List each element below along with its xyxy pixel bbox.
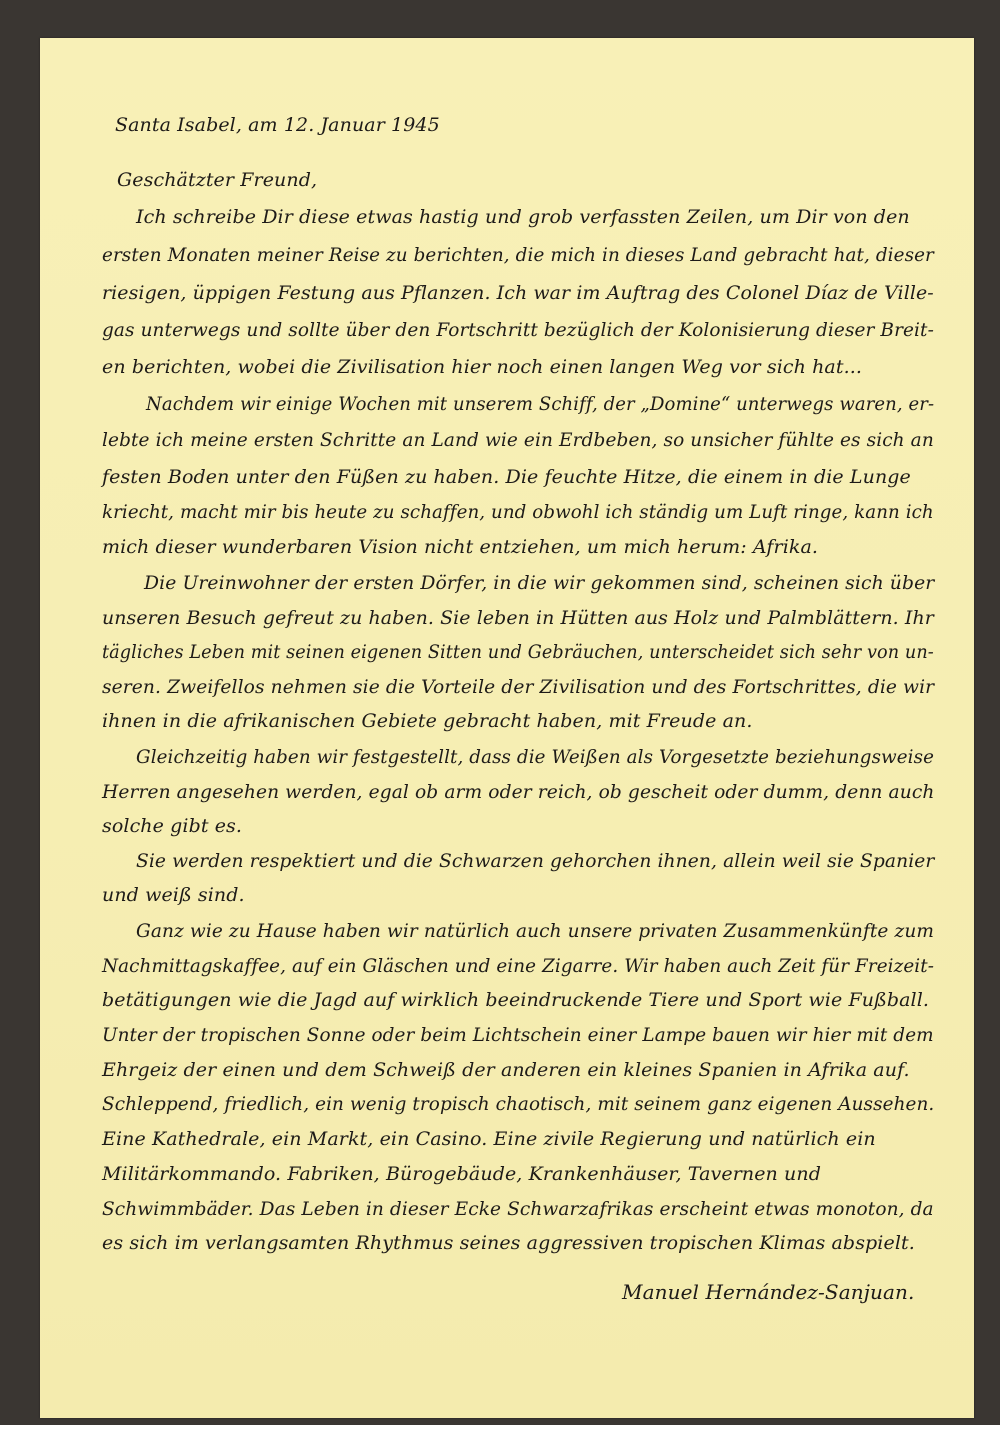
letter-line: kriecht, macht mir bis heute zu schaffen, und obwohl ich ständig um Luft ringe, kann ich bbox=[102, 501, 934, 523]
letter-line: Sie werden respektiert und die Schwarzen gehorchen ihnen, allein weil sie Spanier bbox=[136, 850, 935, 872]
letter-signature: Manuel Hernández-Sanjuan. bbox=[622, 1280, 915, 1304]
letter-line: gas unterwegs und sollte über den Fortschritt bezüglich der Kolonisierung dieser Breit- bbox=[102, 319, 934, 341]
letter-line: tägliches Leben mit seinen eigenen Sitten und Gebräuchen, unterscheidet sich sehr von un- bbox=[102, 641, 934, 663]
letter-line: mich dieser wunderbaren Vision nicht entziehen, um mich herum: Afrika. bbox=[102, 536, 819, 558]
letter-line: seren. Zweifellos nehmen sie die Vorteile der Zivilisation und des Fortschrittes, die wir bbox=[102, 676, 935, 698]
letter-line: Ehrgeiz der einen und dem Schweiß der anderen ein kleines Spanien in Afrika auf. bbox=[102, 1059, 910, 1081]
letter-line: unseren Besuch gefreut zu haben. Sie leben in Hütten aus Holz und Palmblättern. Ihr bbox=[102, 607, 934, 629]
letter-line: Militärkommando. Fabriken, Bürogebäude, Krankenhäuser, Tavernen und bbox=[102, 1163, 821, 1185]
letter-line: ersten Monaten meiner Reise zu berichten, die mich in dieses Land gebracht hat, dieser bbox=[102, 244, 934, 266]
letter-line: betätigungen wie die Jagd auf wirklich beeindruckende Tiere und Sport wie Fußball. bbox=[102, 989, 930, 1011]
letter-line: und weiß sind. bbox=[102, 884, 245, 906]
letter-line: en berichten, wobei die Zivilisation hier noch einen langen Weg vor sich hat... bbox=[102, 356, 863, 378]
letter-line: Unter der tropischen Sonne oder beim Lichtschein einer Lampe bauen wir hier mit dem bbox=[102, 1024, 934, 1046]
letter-paper bbox=[40, 38, 974, 1418]
letter-line: Schwimmbäder. Das Leben in dieser Ecke Schwarzafrikas erscheint etwas monoton, da bbox=[102, 1198, 934, 1220]
letter-line: Schleppend, friedlich, ein wenig tropisch chaotisch, mit seinem ganz eigenen Aussehen. bbox=[102, 1093, 935, 1115]
letter-line: ihnen in die afrikanischen Gebiete gebracht haben, mit Freude an. bbox=[102, 710, 753, 732]
letter-line: es sich im verlangsamten Rhythmus seines aggressiven tropischen Klimas abspielt. bbox=[102, 1232, 915, 1254]
letter-place-date: Santa Isabel, am 12. Januar 1945 bbox=[115, 114, 440, 136]
letter-line: riesigen, üppigen Festung aus Pflanzen. Ich war im Auftrag des Colonel Díaz de Ville- bbox=[102, 282, 934, 304]
letter-line: lebte ich meine ersten Schritte an Land wie ein Erdbeben, so unsicher fühlte es sich an bbox=[102, 429, 934, 451]
letter-salutation: Geschätzter Freund, bbox=[117, 169, 318, 191]
letter-line: Eine Kathedrale, ein Markt, ein Casino. Eine zivile Regierung und natürlich ein bbox=[102, 1128, 876, 1150]
letter-line: Ich schreibe Dir diese etwas hastig und grob verfassten Zeilen, um Dir von den bbox=[136, 206, 910, 228]
letter-line: Nachmittagskaffee, auf ein Gläschen und eine Zigarre. Wir haben auch Zeit für Freizeit- bbox=[102, 955, 935, 977]
letter-line: solche gibt es. bbox=[102, 815, 243, 837]
letter-line: Herren angesehen werden, egal ob arm oder reich, ob gescheit oder dumm, denn auch bbox=[102, 781, 935, 803]
page-margin bbox=[0, 1425, 1000, 1449]
letter-line: Die Ureinwohner der ersten Dörfer, in die wir gekommen sind, scheinen sich über bbox=[144, 572, 935, 594]
letter-line: Ganz wie zu Hause haben wir natürlich auch unsere privaten Zusammenkünfte zum bbox=[136, 920, 935, 942]
letter-line: festen Boden unter den Füßen zu haben. Die feuchte Hitze, die einem in die Lunge bbox=[102, 466, 911, 488]
letter-line: Nachdem wir einige Wochen mit unserem Schiff, der „Domine“ unterwegs waren, er- bbox=[146, 393, 935, 415]
letter-line: Gleichzeitig haben wir festgestellt, dass die Weißen als Vorgesetzte beziehungsweise bbox=[136, 746, 935, 768]
